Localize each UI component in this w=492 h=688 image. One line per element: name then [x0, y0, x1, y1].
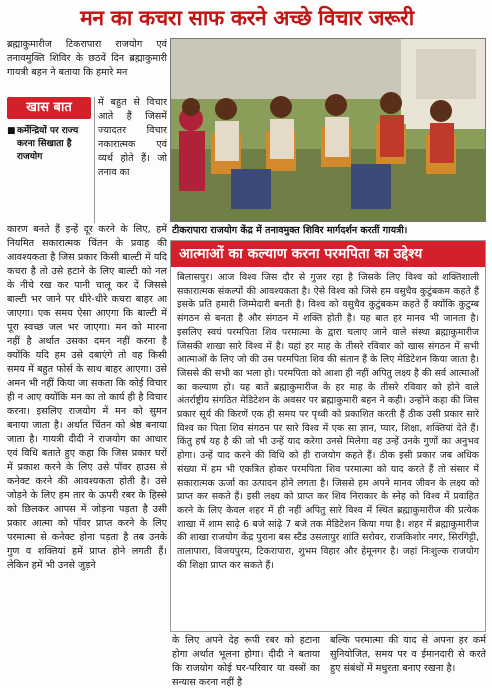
photo-illustration — [171, 39, 486, 222]
narrow-paragraph: में बहुत से विचार आते हैं जिसमें ज्यादतर विचार नकारात्मक एवं व्यर्थ होते हैं। जो तनाव का — [98, 97, 167, 178]
khas-baat-title: खास बात — [7, 97, 91, 119]
bottom-middle-paragraph: के लिए अपने देह रूपी रबर को हटाना होगा अर्थात भूलना होगा। दीदी ने बताया कि राजयोग कोई घर-परिवार या वस्त्रों का सन्यास करना नहीं है — [172, 635, 320, 688]
khas-baat-item — [7, 125, 94, 164]
photo-caption: टीकरापारा राजयोग केंद्र में तनावमुक्त शिविर मार्गदर्शन करतीं गायत्री। — [172, 225, 408, 236]
meditation-camp-photo — [170, 38, 486, 222]
headline: मन का कचरा साफ करने अच्छे विचार जरूरी — [80, 6, 414, 30]
khas-baat-item-text: कर्मेन्द्रियों पर राज्य करना सिखाता है राजयोग — [17, 126, 79, 162]
sidebar-article — [170, 240, 486, 632]
left-column-body: कारण बनते हैं इन्हें दूर करने के लिए, हमें नियमित सकारात्मक चिंतन के प्रवाह की आवश्यकता है जिस प्रकार किसी बाल्टी में यदि कचरा है तो उसे हटाने के लिए बाल्टी को नल के नीचे रख कर पानी चालू कर दें जिससे बाल्टी भर जाने पर धीरे-धीरे कचरा बाहर आ जाएगा। एक समय ऐसा आएगा कि बाल्टी में पूरा स्वच्छ जल भर जाएगा। मन को मारना नहीं है अर्थात उसका दमन नहीं करना है क्योंकि यदि हम उसे दबाएंगे तो वह किसी समय में बहुत फोर्स के साथ बाहर आएगा। उसे अमन भी नहीं किया जा सकता कि कोई विचार ही न आए क्योंकि मन का तो कार्य ही है विचार करना। इसलिए राजयोग में मन को सुमन बनाया जाता है। अर्थात चिंतन को श्रेष्ठ बनाया जाता है। गायत्री दीदी ने राजयोग का आधार एवं विधि बताते हुए कहा कि जिस प्रकार घरों में प्रकाश करने के लिए उसे पॉवर हाउस से कनेक्ट करने की आवश्यकता होती है। उसे जोड़ने के लिए हम तार के ऊपरी रबर के हिस्से को छिलकर आपस में जोड़ना पड़ता है उसी प्रकार आत्मा को पॉवर प्राप्त करने के लिए परमात्मा से कनेक्ट होना पड़ता है तब उनके गुण व शक्तियां हमें प्राप्त होने लगती हैं। लेकिन हमें भी उनसे जुड़ने — [7, 224, 167, 571]
sidebar-article-title: आत्माओं का कल्याण करना परमपिता का उद्देश्य — [171, 241, 485, 267]
intro-paragraph: ब्रह्माकुमारीज टिकरापारा राजयोग एवं तनावमुक्ति शिविर के छठवें दिन ब्रह्माकुमारी गायत्री बहन ने बताया कि हमारे मन — [7, 39, 167, 78]
sidebar-article-body: बिलासपुर। आज विश्व जिस दौर से गुजर रहा है जिसके लिए विश्व को शक्तिशाली सकारात्मक संकल्पों की आवश्यकता है। ऐसे विश्व को जिसे हम वसुधैव कुटुंबकम कहते हैं इसके प्रति हमारी जिम्मेदारी बनती है। विश्व को वसुधैव कुटुंबकम कहते हैं क्योंकि कुटुम्ब संगठन से बनता है और संगठन में शक्ति होती है। यह बात हर मानव भी जानता है। इसलिए स्वयं परमपिता शिव परमात्मा के द्वारा चलाए जाने वाले संस्था ब्रह्माकुमारीज जिसकी शाखा सारे विश्व में है। यहां हर माह के तीसरे रविवार को खास संगठन में सभी आत्माओं के लिए जो की उस परमपिता शिव की संतान हैं के लिए मेडिटेशन किया जाता है। जिससे की सभी का भला हो। परमपिता को आशा ही नहीं अपितु लक्ष्य है की सर्व आत्माओं का कल्याण हो। यह बातें ब्रह्माकुमारीज के हर माह के तीसरे रविवार को होने वाले अंतर्राष्ट्रीय संगठित मेडिटेशन के अवसर पर ब्रह्माकुमारी बहन ने कही। उन्होंने कहा की जिस प्रकार सूर्य की किरणें एक ही समय पर पृथ्वी को प्रकाशित करती हैं ठीक उसी प्रकार सारे विश्व का पिता शिव संगठन पर सारे विश्व में एक सा ज्ञान, प्यार, शिक्षा, शक्तियां देते हैं। किंतु हर्ष यह है की जो भी उन्हें याद करेगा उनसे मिलेगा वह उन्हें उनके गुणों का अनुभव होगा। उन्हें याद करने की विधि को ही राजयोग कहते हैं। ठीक इसी प्रकार जब अधिक संख्या में हम भी एकत्रित होकर परमपिता शिव परमात्मा को याद करते हैं तो संसार में सकारात्मक ऊर्जा का उत्पादन होने लगता है। जिससे हम अपने मानव जीवन के लक्ष्य को प्राप्त कर सकते हैं। इसी लक्ष्य को प्राप्त कर शिव निराकार के स्नेह को विश्व में प्रवाहित करने के लिए केवल शहर में ही नहीं अपितु सारे विश्व में स्थित ब्रह्माकुमारीज की प्रत्येक शाखा में शाम साढ़े 6 बजे सांढ़े 7 बजे तक मेडिटेशन किया गया है। शहर में ब्रह्माकुमारीज की शाखा राजयोग केंद्र पुराना बस स्टैंड उसलापुर शांति सरोवर, राजकिशोर नगर, सिरगिट्टी, तालापारा, विजयपुरम, टिकरापारा, शुभम विहार और हेमूनगर है। जहां निःशुल्क राजयोग की शिक्षा प्राप्त कर सकते हैं। — [177, 272, 479, 571]
square-bullet-icon: ■ — [7, 126, 16, 136]
bottom-right-paragraph: बल्कि परमात्मा की याद से अपना हर कर्म सुनियोजित, समय पर व ईमानदारी से करते हुए संबंधों में मधुरता बनाए रखना है। — [330, 635, 486, 674]
khas-baat-box — [7, 97, 95, 223]
